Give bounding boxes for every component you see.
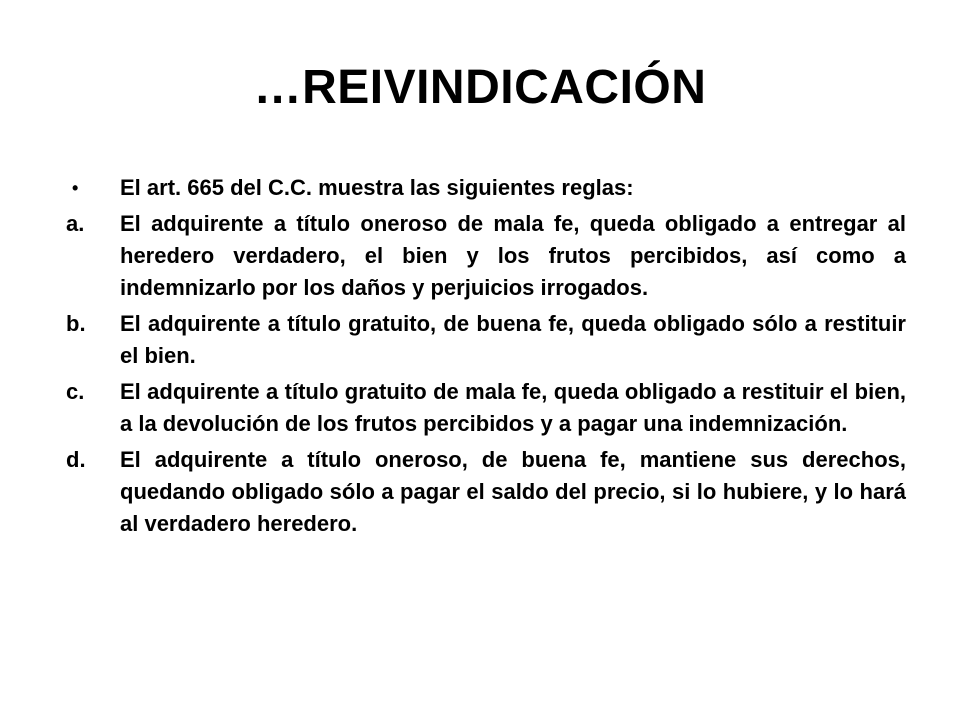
rule-marker-d: d. <box>66 447 86 472</box>
rule-text-c: El adquirente a título gratuito de mala fe, queda obligado a restituir el bien, a la devolución de los frutos percibidos y a pagar una indemnización. <box>120 379 906 436</box>
slide-title: …REIVINDICACIÓN <box>253 61 707 114</box>
rule-item-d <box>66 444 906 540</box>
bullet-marker: • <box>72 178 79 198</box>
rule-item-a <box>66 208 906 304</box>
rule-marker-b: b. <box>66 311 86 336</box>
intro-text: El art. 665 del C.C. muestra las siguientes reglas: <box>120 175 634 200</box>
slide-content <box>66 172 906 544</box>
rule-text-a: El adquirente a título oneroso de mala fe, queda obligado a entregar al heredero verdadero, el bien y los frutos percibidos, así como a indemnizarlo por los daños y perjuicios irrogados. <box>120 211 906 300</box>
rule-text-d: El adquirente a título oneroso, de buena fe, mantiene sus derechos, quedando obligado sólo a pagar el saldo del precio, si lo hubiere, y lo hará al verdadero heredero. <box>120 447 906 536</box>
rule-text-b: El adquirente a título gratuito, de buena fe, queda obligado sólo a restituir el bien. <box>120 311 906 368</box>
rule-marker-a: a. <box>66 211 85 236</box>
rule-item-c <box>66 376 906 440</box>
intro-item <box>66 172 906 204</box>
rule-marker-c: c. <box>66 379 85 404</box>
rule-item-b <box>66 308 906 372</box>
